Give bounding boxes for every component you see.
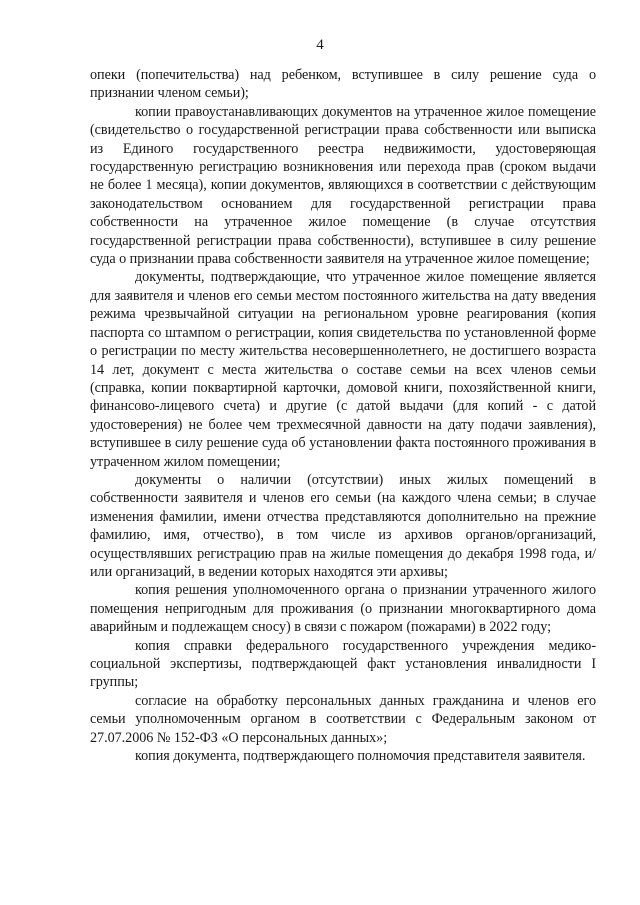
- paragraph-representative-authority: копия документа, подтверждающего полномочия представителя заявителя.: [135, 748, 586, 765]
- paragraph-disability-certificate: копия справки федерального государственного учреждения медико-социальной экспертизы, подтверждающей факт установления инвалидности I группы;: [90, 637, 596, 691]
- document-body: [90, 66, 596, 765]
- paragraph-residence-documents: документы, подтверждающие, что утраченное жилое помещение является для заявителя и членов его семьи местом постоянного жительства на дату введения режима чрезвычайной ситуации на региональном уровне реагирования (копия паспорта со штампом о регистрации, копия свидетельства по установленной форме о регистрации по месту жительства несовершеннолетнего, не достигшего возраста 14 лет, документ с места жительства о составе семьи на всех членов семьи (справка, копии поквартирной карточки, домовой книги, похозяйственной книги, финансово-лицевого счета) и другие (с датой выдачи (для копий - с датой удостоверения) не более чем трехмесячной давности на дату подачи заявления), вступившее в силу решение суда об установлении факта постоянного проживания в утраченном жилом помещении;: [90, 269, 596, 470]
- paragraph-title-documents: копии правоустанавливающих документов на утраченное жилое помещение (свидетельство о государственной регистрации права собственности или выписка из Единого государственного реестра недвижимости, удостоверяющая государственную регистрацию возникновения или перехода прав (сроком выдачи не более 1 месяца), копии документов, являющихся в соответствии с действующим законодательством основанием для государственной регистрации права собственности на утраченное жилое помещение (в случае отсутствия государственной регистрации права собственности), вступившее в силу решение суда о признании права собственности заявителя на утраченное жилое помещение;: [90, 103, 596, 268]
- paragraph-personal-data-consent: согласие на обработку персональных данных гражданина и членов его семьи уполномоченным органом в соответствии с Федеральным законом от 27.07.2006 № 152-ФЗ «О персональных данных»;: [90, 692, 596, 746]
- paragraph-other-housing-documents: документы о наличии (отсутствии) иных жилых помещений в собственности заявителя и членов его семьи (на каждого члена семьи; в случае изменения фамилии, имени отчества представляются дополнительно на прежние фамилию, имя, отчество), в том числе из архивов органов/организаций, осуществлявших регистрацию прав на жилые помещения до декабря 1998 года, и/или организаций, в ведении которых находятся эти архивы;: [90, 471, 596, 580]
- paragraph-guardianship-continuation: опеки (попечительства) над ребенком, вступившее в силу решение суда о признании членом семьи);: [90, 67, 596, 102]
- page-number: 4: [316, 37, 324, 53]
- paragraph-unfit-housing-decision: копия решения уполномоченного органа о признании утраченного жилого помещения непригодным для проживания (о признании многоквартирного дома аварийным и подлежащем сносу) в связи с пожаром (пожарами) в 2022 году;: [90, 582, 596, 636]
